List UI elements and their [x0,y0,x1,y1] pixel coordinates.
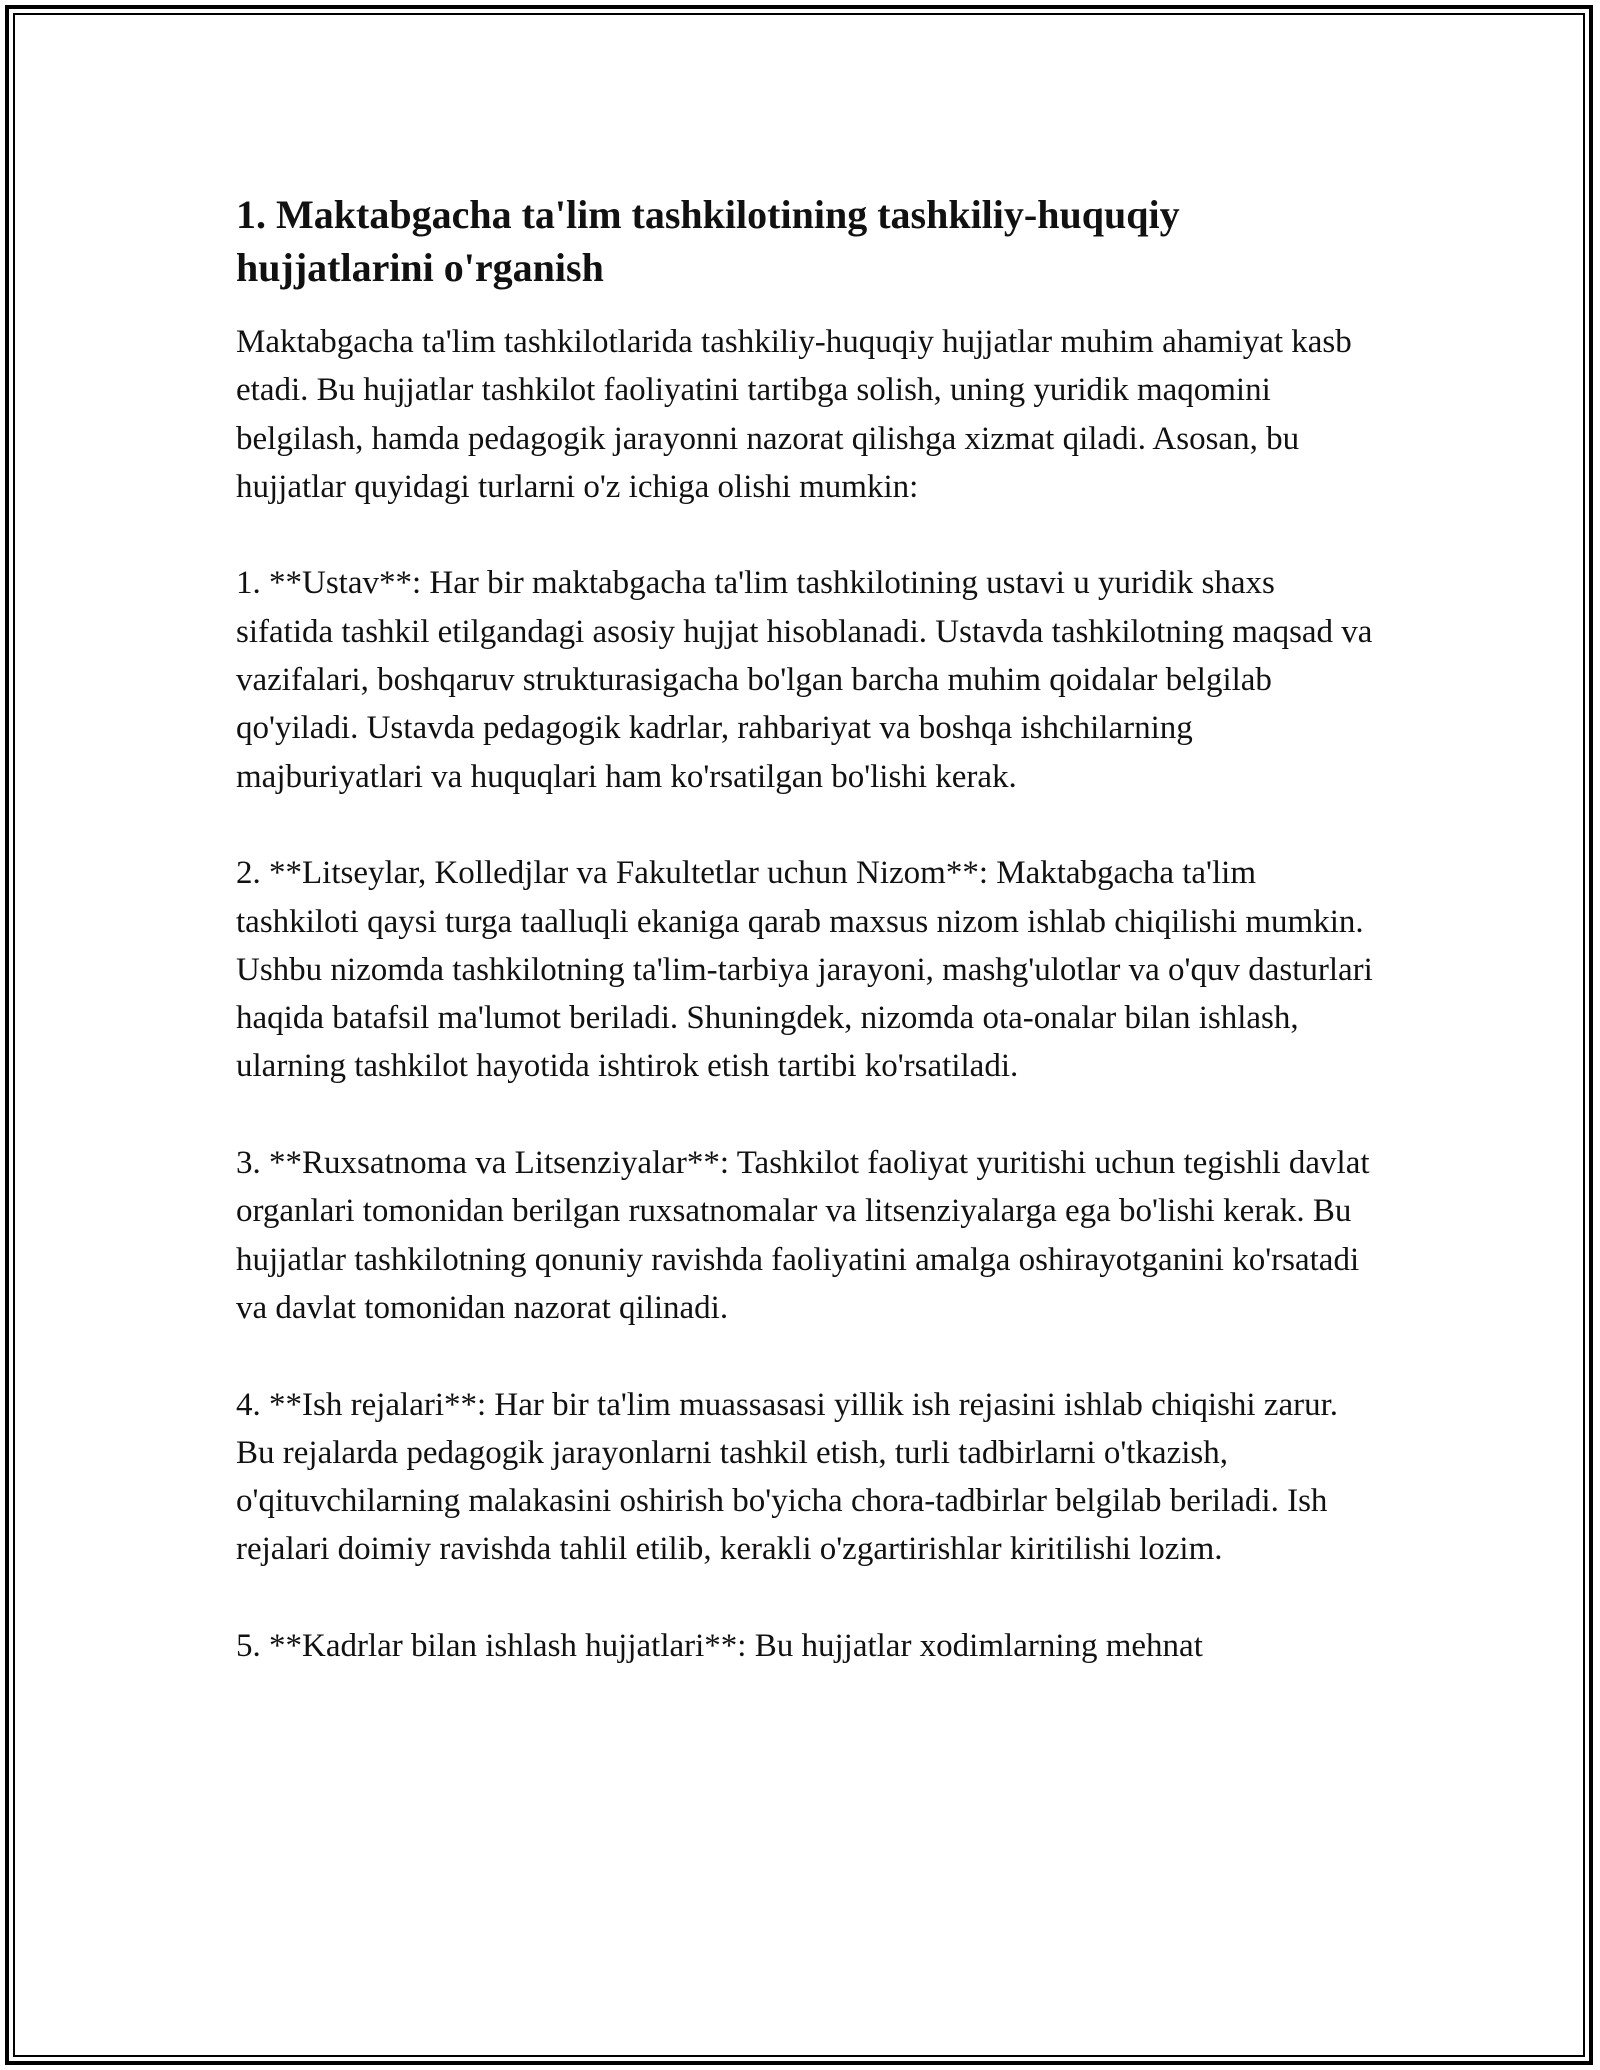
list-item-nizom: 2. **Litseylar, Kolledjlar va Fakultetlar uchun Nizom**: Maktabgacha ta'lim tashkiloti qaysi turga taalluqli ekaniga qarab maxsus nizom ishlab chiqilishi mumkin. Ushbu nizomda tashkilotning ta'lim-tarbiya jarayoni, mashg'ulotlar va o'quv dasturlari haqida batafsil ma'lumot beriladi. Shuningdek, nizomda ota-onalar bilan ishlash, ularning tashkilot hayotida ishtirok etish tartibi ko'rsatiladi. [236,855,1373,1085]
document-title: 1. Maktabgacha ta'lim tashkilotining tashkiliy-huquqiy hujjatlarini o'rganish [236,192,1180,290]
document-body [236,188,1376,1719]
list-item-ustav: 1. **Ustav**: Har bir maktabgacha ta'lim tashkilotining ustavi u yuridik shaxs sifatida tashkil etilgandagi asosiy hujjat hisoblanadi. Ustavda tashkilotning maqsad va vazifalari, boshqaruv strukturasigacha bo'lgan barcha muhim qoidalar belgilab qo'yiladi. Ustavda pedagogik kadrlar, rahbariyat va boshqa ishchilarning majburiyatlari va huquqlari ham ko'rsatilgan bo'lishi kerak. [236,565,1373,795]
list-item-kadrlar: 5. **Kadrlar bilan ishlash hujjatlari**: Bu hujjatlar xodimlarning mehnat [236,1628,1203,1665]
list-item-ish-rejalari: 4. **Ish rejalari**: Har bir ta'lim muassasasi yillik ish rejasini ishlab chiqishi zarur. Bu rejalarda pedagogik jarayonlarni tashkil etish, turli tadbirlarni o'tkazish, o'qituvchilarning malakasini oshirish bo'yicha chora-tadbirlar belgilab beriladi. Ish rejalari doimiy ravishda tahlil etilib, kerakli o'zgartirishlar kiritilishi lozim. [236,1386,1339,1568]
list-item-ruxsatnoma: 3. **Ruxsatnoma va Litsenziyalar**: Tashkilot faoliyat yuritishi uchun tegishli davlat organlari tomonidan berilgan ruxsatnomalar va litsenziyalarga ega bo'lishi kerak. Bu hujjatlar tashkilotning qonuniy ravishda faoliyatini amalga oshirayotganini ko'rsatadi va davlat tomonidan nazorat qilinadi. [236,1145,1370,1326]
intro-paragraph: Maktabgacha ta'lim tashkilotlarida tashkiliy-huquqiy hujjatlar muhim ahamiyat kasb etadi. Bu hujjatlar tashkilot faoliyatini tartibga solish, uning yuridik maqomini belgilash, hamda pedagogik jarayonni nazorat qilishga xizmat qiladi. Asosan, bu hujjatlar quyidagi turlarni o'z ichiga olishi mumkin: [236,324,1352,505]
